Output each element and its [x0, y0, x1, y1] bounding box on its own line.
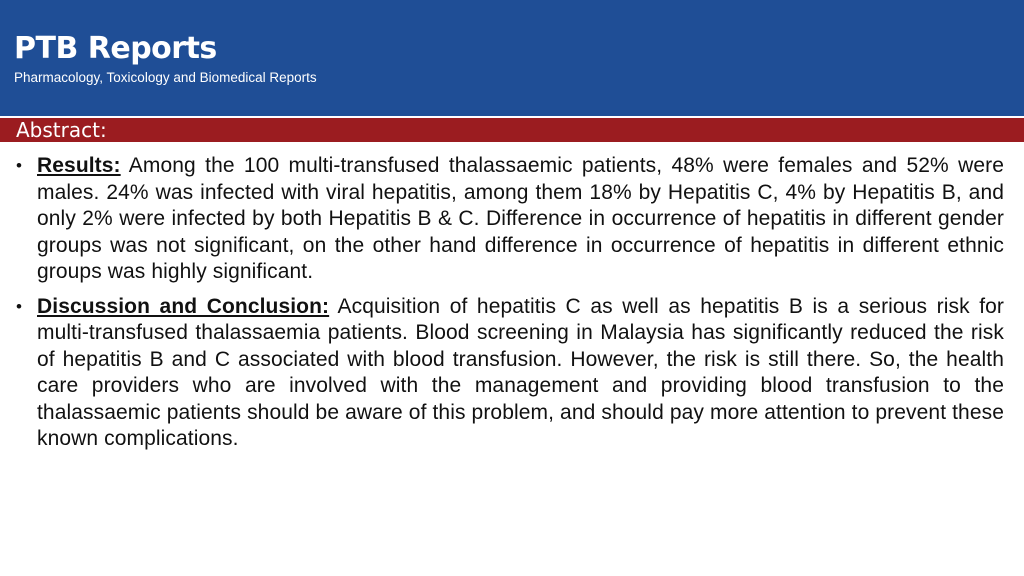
section-bar: [0, 118, 1024, 142]
list-item-discussion: [14, 294, 1004, 453]
section-title: Abstract:: [16, 118, 107, 142]
discussion-label: Discussion and Conclusion:: [37, 294, 330, 318]
bullet-icon: •: [16, 156, 23, 175]
discussion-text: Acquisition of hepatitis C as well as hepatitis B is a serious risk for multi-transfused thalassaemia patients. Blood screening in Malaysia has significantly reduced the risk of hepatitis B and C associated with blood transfusion. However, the risk is still there. So, the health care providers who are involved with the management and providing blood transfusion to the thalassaemic patients should be aware of this problem, and should pay more attention to prevent these known complications.: [37, 294, 1004, 450]
header-banner: [0, 0, 1024, 116]
brand-subtitle: Pharmacology, Toxicology and Biomedical Reports: [14, 70, 317, 85]
results-label: Results:: [37, 154, 121, 177]
results-text: Among the 100 multi-transfused thalassaemic patients, 48% were females and 52% were males. 24% was infected with viral hepatitis, among them 18% by Hepatitis C, 4% by Hepatitis B, and only 2% were infected by both Hepatitis B & C. Difference in occurrence of hepatitis in different gender groups was not significant, on the other hand difference in occurrence of hepatitis in different ethnic groups was highly significant.: [37, 154, 1004, 283]
list-item-results: [14, 153, 1004, 286]
bullet-icon: •: [16, 296, 23, 316]
brand-title: PTB Reports: [14, 31, 217, 66]
abstract-list: [14, 153, 1004, 461]
